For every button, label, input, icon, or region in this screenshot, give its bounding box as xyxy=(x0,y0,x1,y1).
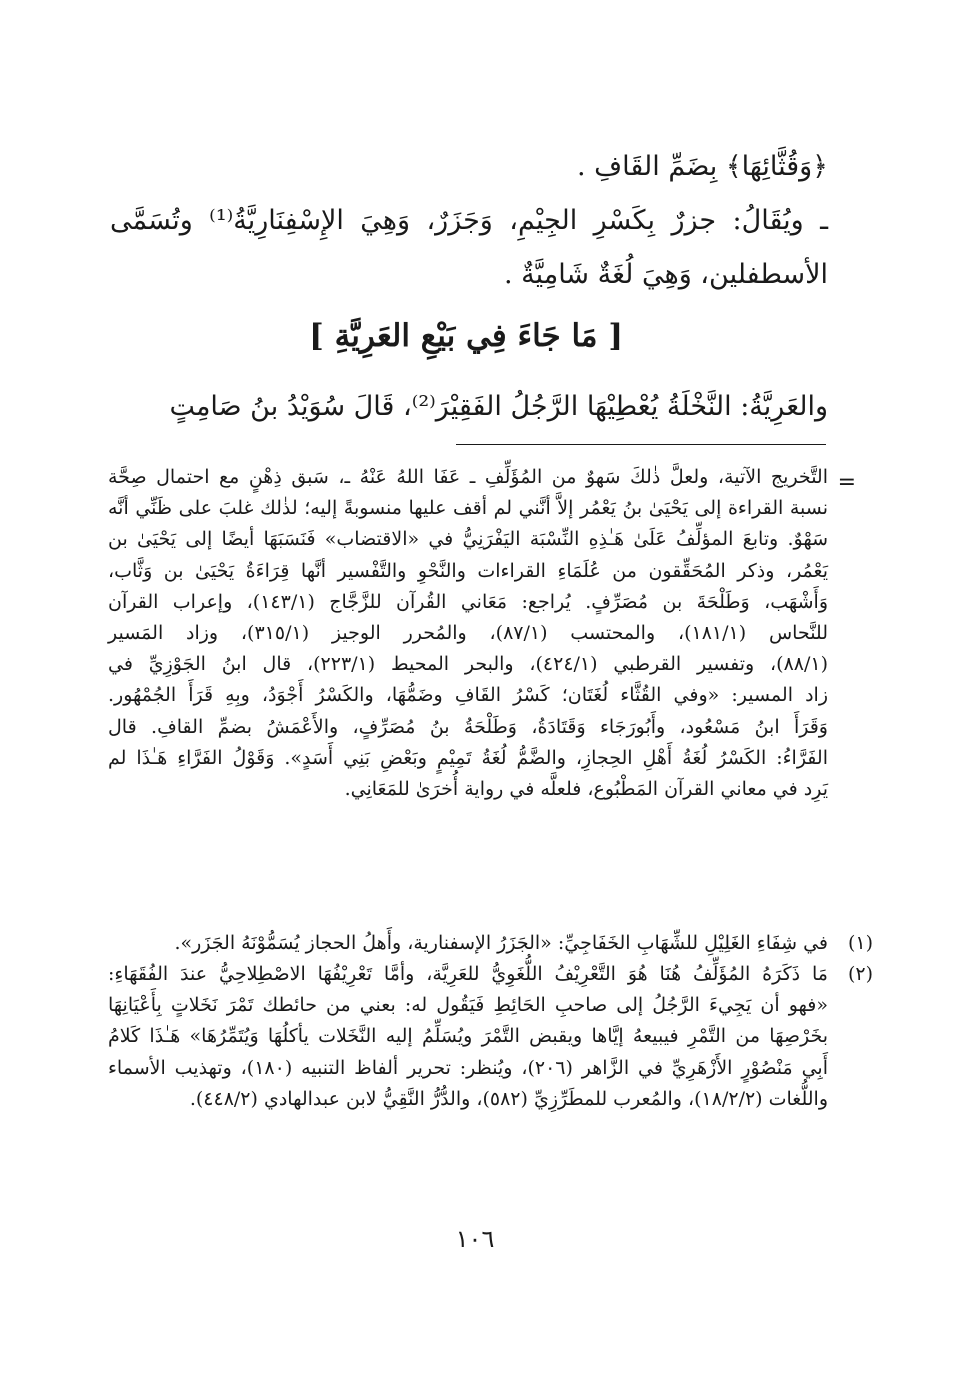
main-text-line-2: ـ ويُقَالُ: جزرٌ بِكَسْرِ الجِيْمِ، وَجَزَرٌ، وَهِيَ الإِسْفِنَارِيَّةُ⁽¹⁾ وتُسَمَّى xyxy=(110,205,829,236)
footnote-2-line: أَبِي مَنْصُوْرٍ الأَزْهَرِيِّ في الزَّاهر (٢٠٦)، ويُنظر: تحرير ألفاظ التنبيه (١٨٠)، وتهذيب الأسماء xyxy=(108,1056,829,1079)
footnote-2-number: (٢) xyxy=(847,963,873,985)
footnote-2-line: واللُّغات (١٨/٢/٢)، والمُعرب للمطَرِّزِيِّ (٥٨٢)، والدُّرُّ النَّقِيُّ لابن عبدالهادي (٤٤٨/٢). xyxy=(189,1087,828,1110)
footnote-line: زاد المسير: «وفي القُثَّاء لُغَتَان؛ كَسْرُ القَافِ وضَمُّهَا، والكَسْرُ أَجْوَدُ، وبِهِ قَرَأَ الجُمْهُور. xyxy=(108,684,828,707)
footnote-line: نسبة القراءة إلى يَحْيَىٰ بنُ يَعْمُر إلاَّ أنَّني لم أقف عليها منسوبةً إليه؛ لذٰلك غلبَ على ظَنِّي أنَّه xyxy=(108,497,829,520)
footnote-continuation-mark: = xyxy=(837,470,856,495)
footnote-1 xyxy=(108,928,873,959)
footnote-line: يَعْمُر، وذكر المُحَقِّقون من عُلَمَاءِ القراءات والنَّحْوِ والتَّفْسير أنَّها قِرَاءَةُ يَحْيَىٰ بن وَثَّاب، xyxy=(108,559,828,582)
page-number: ١٠٦ xyxy=(455,1225,495,1253)
footnote-2 xyxy=(108,959,873,1115)
footnote-line: التَّخريج الآتية، ولعلَّ ذٰلكَ سَهوٌ من المُؤَلِّفِ ـ عَفَا اللهُ عَنْهُ ـ، سَبق ذِهْنٍ مع احتمال صِحَّة xyxy=(108,466,828,488)
main-text-line-3: الأسطفلين، وَهِيَ لُغَةٌ شَامِيَّةٌ . xyxy=(503,259,828,290)
footnote-line: (٨٨/١)، وتفسير القرطبي (٤٢٤/١)، والبحر المحيط (٢٢٣/١)، قال ابنُ الجَوْزِيِّ في xyxy=(108,653,829,676)
footnote-line: يَرِد في معاني القرآن المَطْبُوع، فلعلَّه في رواية أُخرَىٰ للمَعَانِي. xyxy=(344,778,828,801)
footnote-line: الفَرَّاءُ: الكَسْرُ لُغَةُ أَهْلِ الحِجازِ، والضَّمُّ لُغَةُ تَمِيْمٍ وبَعْضِ بَنِي أَسَدٍ». وَقَوْلُ الفَرَّاءِ هَـٰذَا لم xyxy=(108,746,828,769)
footnote-line: وَقَرَأَ ابنُ مَسْعُود، وأَبُورَجَاء وَقَتَادَةُ، وَطَلْحَةُ بنُ مُصَرِّفٍ، والأَعْمَشُ بضمِّ القافِ. قال xyxy=(108,715,828,738)
footnote-2-line: مَا ذَكَرَهُ المُؤَلِّفُ هُنَا هُوَ التَّعْرِيْفُ اللُّغَوِيُّ للعَرِيَّة، وأمَّا تَعْرِيْفُهَا الاصْطِلاحِيُّ عندَ الفُقَهَاءِ: xyxy=(108,963,828,985)
section-heading: [ مَا جَاءَ فِي بَيْعِ العَرِيَّةِ ] xyxy=(309,318,623,354)
footnote-continued xyxy=(108,462,828,805)
footnote-line: سَهْوٌ. وتابعَ المؤلِّفُ عَلَىٰ هَـٰذِهِ النِّسْبَة اليَفْرَنِيُّ في «الاقتضاب» فَنَسَبَهَا أيضًا إلى يَحْيَىٰ بن xyxy=(108,528,828,551)
footnote-1-text: في شِفَاءِ الغَلِيْلِ للشِّهَابِ الخَفَاجِيِّ: «الجَزَرُ الإسفنارية، وأَهلُ الحجاز يُسَمُّوْنَهُ الجَزَر». xyxy=(174,932,828,954)
footnote-divider xyxy=(456,444,826,445)
footnote-2-line: بخَرْصِهَا من التَّمْرِ فيبيعهُ إيَّاها ويقبض التَّمْرَ ويُسَلِّمُ إليه النَّخَلات يأكلُهَا وَيُتَمِّرُهَا» هَـٰذَا كَلامُ xyxy=(108,1025,828,1048)
footnote-line: للنَّحاس (١٨١/١)، والمحتسب (٨٧/١)، والمُحرر الوجيز (٣١٥/١)، وزاد المَسير xyxy=(108,622,829,645)
footnote-1-number: (١) xyxy=(847,932,873,954)
main-text xyxy=(110,140,828,302)
main-text-line-4: والعَرِيَّةُ: النَّخْلَةُ يُعْطِيْهَا الرَّجُلُ الفَقِيْرَ⁽²⁾، قَالَ سُوَيْدُ بنُ صَامِتٍ xyxy=(169,391,828,422)
footnote-2-line: «فهو أن يَجِيءَ الرَّجُلُ إلى صاحبِ الحَائِطِ فَيَقُول له: بعني من حائطك تَمْرَ نَخَلاتٍ بِأَعْيَانِهَا xyxy=(108,994,828,1017)
footnote-line: وَأَشْهَب، وَطَلْحَةَ بن مُصَرِّفٍ. يُراجع: مَعَاني القُرآن للزَّجَّاج (١٤٣/١)، وإعراب القرآن xyxy=(108,590,828,613)
main-text-line-1: ﴿وَقُثَّائِهَا﴾ بِضَمِّ القَافِ . xyxy=(577,151,828,182)
